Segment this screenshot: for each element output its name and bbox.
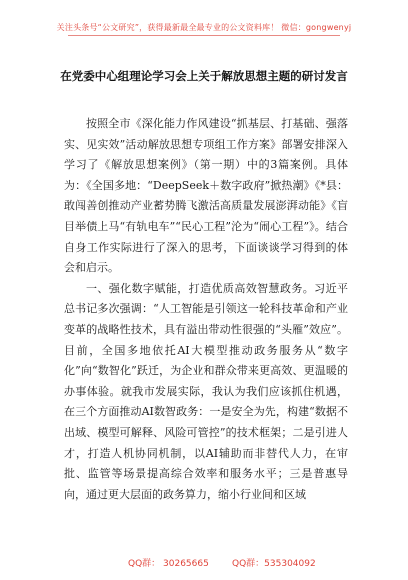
- footer-qq-group-1: QQ群： 30265665: [128, 559, 209, 569]
- footer-qq-group-2: QQ群：535304092: [232, 559, 316, 569]
- header-divider: [68, 35, 340, 36]
- paragraph-intro: 按照全市《深化能力作风建设“抓基层、打基础、强落实、见实效”活动解放思想专项组工作方案》部署安排深入学习了《解放思想案例》（第一期）中的3篇案例。具体为：《全国多地：“DeepSeek＋数字政府”掀热潮》《*县：敢闯善创推动产业蓄势腾飞激活高质量发展澎湃动能》《盲目举债上马“有轨电车”“民心工程”沦为“闹心工程”》。结合自身工作实际进行了深入的思考，下面谈谈学习得到的体会和启示。: [64, 117, 348, 275]
- header-banner: 关注头条号“公文研究”，获得最新最全最专业的公文资料库！ 微信：gongwenyj: [56, 23, 352, 32]
- document-title: 在党委中心组理论学习会上关于解放思想主题的研讨发言: [60, 69, 348, 83]
- paragraph-section-one: 一、强化数字赋能，打造优质高效智慧政务。习近平总书记多次强调：“人工智能是引领这一轮科技革命和产业变革的战略性技术，具有溢出带动性很强的“头雁”效应”。目前，全国多地依托AI大模型推动政务服务从“数字化”向“数智化”跃迁，为企业和群众带来更高效、更温暖的办事体验。就我市发展实际，我认为我们应该抓住机遇，在三个方面推动AI数智政务：一是安全为先，构建“数据不出域、模型可解释、风险可管控”的技术框架；二是引进人才，打造人机协同机制，以AI辅助而非替代人力，在审批、监管等场景提高综合效率和服务水平；三是普惠导向，通过更大层面的政务算力，缩小行业间和区域: [64, 281, 348, 501]
- document-body: [64, 114, 348, 505]
